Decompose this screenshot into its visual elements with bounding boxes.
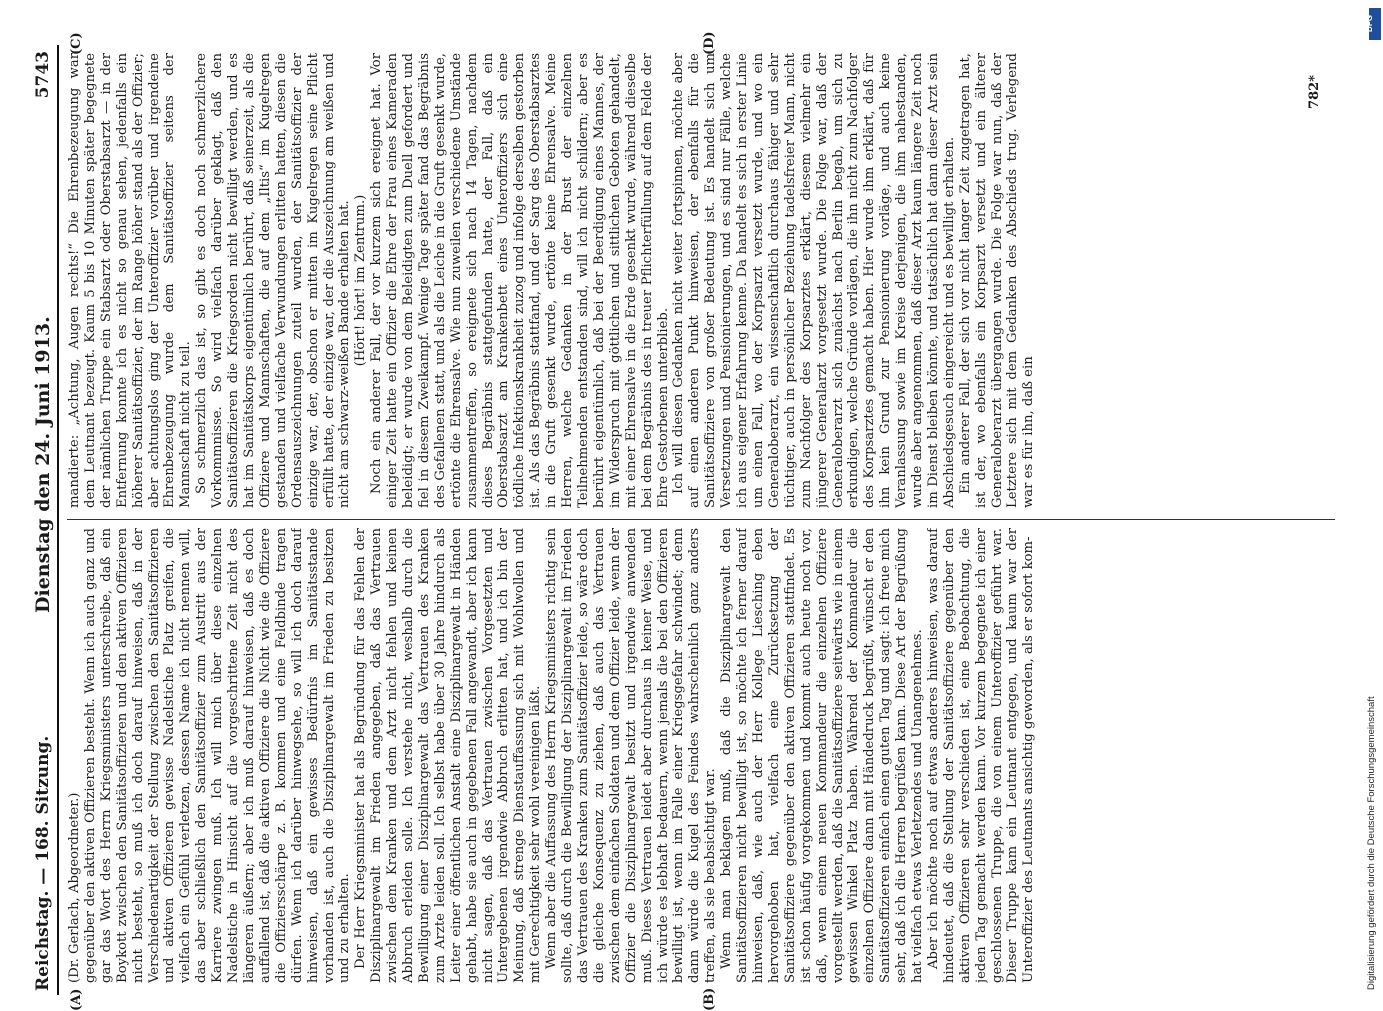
header-date: Dienstag den 24. Juni 1913. xyxy=(32,316,54,613)
header-session: Reichstag. — 168. Sitzung. xyxy=(33,735,53,991)
paragraph: Noch ein anderer Fall, der vor kurzem sich ereignet hat. Vor einiger Zeit hatte ein Offizier die Ehre der Frau eines Kameraden beleidigt; er wurde von dem Beleidigten zum Duell gefordert und fiel in diesem Zweikampf. Wenige Tage später fand das Begräbnis des Gefallenen statt, und als die Leiche in die Gruft gesenkt wurde, ertönte die Ehrensalve. Wie nun zuweilen verschiedene Umstände zusammentreffen, so ereignete sich nach 14 Tagen, nachdem dieses Begräbnis stattgefunden hatte, der Fall, daß ein Oberstabsarzt am Krankenbett eines Unteroffiziers sich eine tödliche Infektionskrankheit zuzog und infolge derselben gestorben ist. Als das Begräbnis stattfand, und der Sarg des Oberstabsarztes in die Gruft gesenkt wurde, ertönte keine Ehrensalve. Meine Herren, welche Gedanken in der Brust der einzelnen Teilnehmenden entstanden sind, will ich nicht schildern; aber es berührt eigentümlich, daß bei der Beerdigung eines Mannes, der im Widerspruch mit göttlichen und sittlichen Geboten gehandelt, mit einer Ehrensalve in die Erde gesenkt wurde, während dieselbe bei dem Begräbnis des in treuer Pflichterfüllung auf dem Felde der Ehre Gestorbenen unterblieb. xyxy=(369,53,671,508)
paragraph: Wenn aber die Auffassung des Herrn Kriegsministers richtig sein sollte, daß durch die Bewilligung der Disziplinargewalt im Frieden das Vertrauen des Kranken zum Sanitätsoffizier leide, so wäre doch die gleiche Konsequenz zu ziehen, daß auch das Vertrauen zwischen dem einfachen Soldaten und dem Offizier leide, wenn der Offizier die Disziplinargewalt besitzt und irgendwie anwenden muß. Dieses Vertrauen leidet aber durchaus in keiner Weise, und ich würde es lebhaft bedauern, wenn jemals die bei den Offizieren bewilligt ist, wenn im Falle einer Kriegsgefahr schwindet; denn dann würde die Kugel des Feindes wahrscheinlich ganz anders treffen, als sie beabsichtigt war. xyxy=(544,528,719,983)
page-number: 5743 xyxy=(33,51,53,99)
rotated-page xyxy=(27,31,1347,1011)
paragraph: gegenüber den aktiven Offizieren besteht. Wenn ich auch ganz und gar das Wort des Herrn Kriegsministers unterschreibe, daß ein Boykott zwischen den Sanitätsoffizieren und den aktiven Offizieren nicht besteht, so muß ich doch darauf hinweisen, daß in der Verschiedenartigkeit der Stellung zwischen den Sanitätsoffizieren und aktiven Offizieren gewisse Nadelstiche Platz greifen, die vielfach ein Gefühl verletzen, dessen Name ich nicht nennen will, das aber schließlich den Sanitätsoffizier zum Austritt aus der Karriere zwingen muß. Ich will mich über diese einzelnen Nadelstiche in Hinsicht auf die vorgeschrittene Zeit nicht des längeren äußern; aber ich muß darauf hinweisen, daß es doch auffallend ist, daß die aktiven Offiziere die Nicht wie die Offiziere die Offiziersschärpe z. B. kommen und eine Feldbinde tragen dürfen. Wenn ich darüber hinwegsehe, so will ich doch darauf hinweisen, daß ein gewisses Bedürfnis im Sanitätsstande vorhanden ist, auch die Disziplinargewalt im Frieden zu besitzen und zu erhalten. xyxy=(82,528,353,983)
margin-letter-d: (D) xyxy=(702,31,717,55)
paragraph: Wenn man beklagen muß, daß die Disziplinargewalt den Sanitätsoffizieren nicht bewilligt ist, so möchte ich ferner darauf hinweisen, daß, wie auch der Herr Kollege Liesching eben hervorgehoben hat, vielfach eine Zurücksetzung der Sanitätsoffiziere gegenüber den aktiven Offizieren stattfindet. Es ist schon häufig vorgekommen und kommt auch heute noch vor, daß, wenn einem neuen Kommandeur die einzelnen Offiziere vorgestellt werden, daß die Sanitätsoffiziere seitwärts wie in einem gewissen Winkel Platz haben. Während der Kommandeur die einzelnen Offiziere dann mit Händedruck begrüßt, wünscht er den Sanitätsoffizieren einfach einen guten Tag und sagt: ich freue mich sehr, daß ich die Herren begrüßen kann. Diese Art der Begrüßung hat vielfach etwas Verletzendes und Unangenehmes. xyxy=(719,528,926,983)
paragraph: Ein anderer Fall, der sich vor nicht langer Zeit zugetragen hat, ist der, wo ebenfalls ein Korpsarzt versetzt und ein älterer Generaloberarzt übergangen wurde. Die Folge war nun, daß der Letztere sich mit dem Gedanken des Abschieds trug. Verlegend war es für ihn, daß ein xyxy=(957,53,1037,508)
paragraph: Der Herr Kriegsminister hat als Begründung für das Fehlen der Disziplinargewalt im Frieden angegeben, daß das Vertrauen zwischen dem Kranken und dem Arzt nicht fehlen und keinen Abbruch erleiden solle. Ich verstehe nicht, weshalb durch die Bewilligung einer Disziplinargewalt das Vertrauen des Kranken zum Arzte leiden soll. Ich selbst habe über 30 Jahre hindurch als Leiter einer öffentlichen Anstalt eine Disziplinargewalt in Händen gehabt, habe sie auch in gegebenen Fall angewandt, aber ich kann nicht sagen, daß das Vertrauen zwischen Vorgesetzten und Untergebenen irgendwie Abbruch erlitten hat, und ich bin der Meinung, daß strenge Dienstauffassung sich mit Wohlwollen und mit Gerechtigkeit sehr wohl vereinigen läßt. xyxy=(353,528,544,983)
left-column xyxy=(67,528,1335,983)
paragraph: So schmerzlich das ist, so gibt es doch noch schmerzlichere Vorkommnisse. So wird vielfach darüber geklagt, daß den Sanitätsoffizieren die Kriegsorden nicht bewilligt werden, und es hat im Sanitätskorps eigentümlich berührt, daß seinerzeit, als die Offiziere und Mannschaften, die auf dem „Iltis“ im Kugelregen gestanden und vielfache Verwundungen erlitten hatten, diesen die Ordensauszeichnungen zuteil wurden, der Sanitätsoffizier der einzige war, der, obschon er mitten im Kugelregen seine Pflicht erfüllt hatte, der einzige war, der die Auszeichnung am weißen und nicht am schwarz-weißen Bande erhalten hat. xyxy=(194,53,353,508)
speaker-line: (Dr. Gerlach, Abgeordneter.) xyxy=(67,792,82,983)
paragraph: mandierte: „Achtung, Augen rechts!“ Die Ehrenbezeugung war dem Leutnant bezeugt. Kaum 5 bis 10 Minuten später begegnete der nämlichen Truppe ein Stabsarzt oder Oberstabsarzt — in der Entfernung konnte ich es nicht so genau sehen, jedenfalls ein höherer Sanitätsoffizier, der im Range höher stand als der Offizier; aber achtungslos ging der Unteroffizier vorüber und irgendeine Ehrenbezeugung wurde dem Sanitätsoffizier seitens der Mannschaft nicht zu teil. xyxy=(67,53,194,508)
margin-letter-b: (B) xyxy=(702,987,717,1011)
margin-letter-a: (A) xyxy=(69,988,84,1011)
paragraph: Aber ich möchte noch auf etwas anderes hinweisen, was darauf hindeutet, daß die Stellung der Sanitätsoffiziere gegenüber den aktiven Offizieren sehr verschieden ist, eine Beobachtung, die jeden Tag gemacht werden kann. Vor kurzem begegnete ich einer geschlossenen Truppe, die von einem Unteroffizier geführt war. Dieser Truppe kam ein Leutnant entgegen, und kaum war der Unteroffizier des Leutnants ansichtig geworden, als er sofort kom- xyxy=(925,528,1037,983)
right-column xyxy=(67,53,1335,508)
dfg-logo xyxy=(1364,8,1381,40)
interjection: (Hört! hört! im Zentrum.) xyxy=(353,194,369,367)
page-header xyxy=(27,45,59,995)
paragraph: Ich will diesen Gedanken nicht weiter fortspinnen, möchte aber auf einen anderen Punkt hinweisen, der ebenfalls für die Sanitätsoffiziere von großer Bedeutung ist. Es handelt sich um Versetzungen und Pensionierungen, und es sind nur Fälle, welche ich aus eigener Erfahrung kenne. Da handelt es sich in erster Linie um einen Fall, wo der Korpsarzt versetzt wurde, und wo ein Generaloberarzt, ein wissenschaftlich durchaus fähiger und sehr tüchtiger, auch in persönlicher Beziehung tadelsfreier Mann, nicht zum Nachfolger des Korpsarztes erklärt, diesem vielmehr ein jüngerer Generalarzt vorgesetzt wurde. Die Folge war, daß der Generaloberarzt sich zunächst nach Berlin begab, um sich zu erkundigen, welche Gründe vorlägen, die ihn nicht zum Nachfolger des Korpsarztes gemacht haben. Hier wurde ihm erklärt, daß für ihn kein Grund zur Pensionierung vorläge, und auch keine Veranlassung sowie im Kreise derjenigen, die ihm nahestanden, wurde aber angenommen, daß dieser Arzt kaum längere Zeit noch im Dienst bleiben könnte, und tatsächlich hat dann dieser Arzt sein Abschiedsgesuch eingereicht und es bewilligt erhalten. xyxy=(671,53,957,508)
margin-letter-c: (C) xyxy=(69,32,84,55)
footnote-number: 782* xyxy=(1307,75,1322,109)
dfg-logo-text: DFG xyxy=(1364,15,1374,32)
digitization-notice: Digitalisierung gefördert durch die Deutsche Forschungsgemeinschaft xyxy=(1366,696,1377,990)
column-divider xyxy=(67,519,1335,520)
